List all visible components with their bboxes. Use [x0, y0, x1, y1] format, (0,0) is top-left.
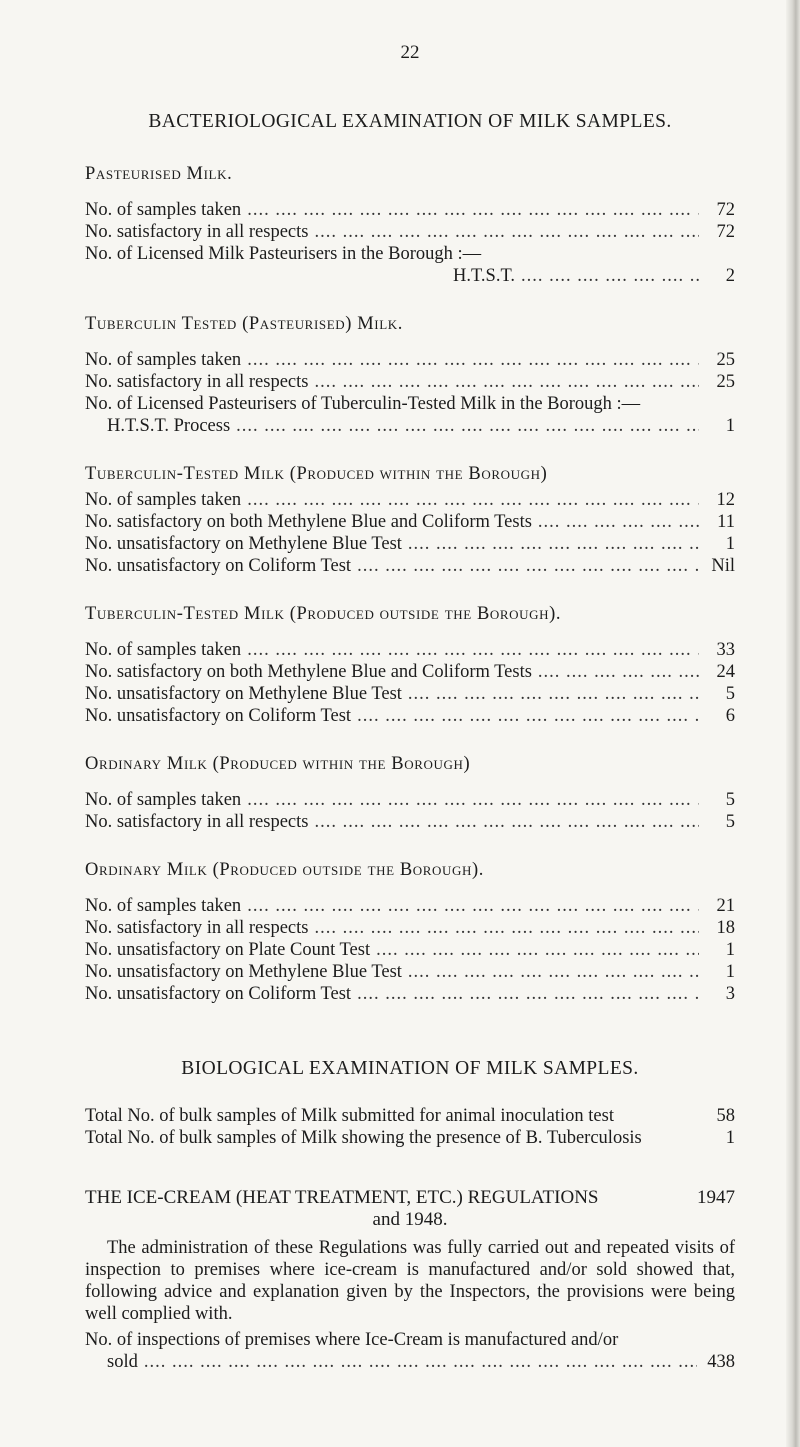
row-label: H.T.S.T. Process: [107, 416, 231, 436]
ordinary-outside-title: Ordinary Milk (Produced outside the Borough).: [85, 860, 484, 880]
row-value: 72: [716, 200, 735, 220]
table-row: [85, 349, 735, 371]
table-row: [85, 705, 735, 727]
tt-pasteurisers-label: No. of Licensed Pasteurisers of Tuberculin-Tested Milk in the Borough :—: [85, 394, 641, 414]
table-row: [85, 811, 735, 833]
row-label: No. unsatisfactory on Methylene Blue Test: [85, 534, 402, 554]
ice-cream-title-line2: and 1948.: [372, 1209, 448, 1230]
table-row: [85, 983, 735, 1005]
ice-cream-heading: [85, 1187, 735, 1231]
table-row: [107, 1351, 735, 1373]
tt-pasteurised-title: Tuberculin Tested (Pasteurised) Milk.: [85, 314, 403, 334]
table-row: [85, 917, 735, 939]
inspections-label: No. of inspections of premises where Ice-Cream is manufactured and/or: [85, 1330, 619, 1350]
row-value: 438: [707, 1352, 735, 1372]
pasteurised-title: Pasteurised Milk.: [85, 164, 233, 184]
table-row: [107, 415, 735, 437]
page-number: 22: [400, 42, 420, 63]
row-value: Nil: [711, 556, 735, 576]
biological-heading: BIOLOGICAL EXAMINATION OF MILK SAMPLES.: [181, 1058, 639, 1079]
row-label: H.T.S.T.: [453, 266, 516, 286]
row-label: No. satisfactory in all respects: [85, 372, 309, 392]
table-row: [85, 555, 735, 577]
row-label: No. of samples taken: [85, 640, 242, 660]
row-value: 24: [716, 662, 735, 682]
row-label: Total No. of bulk samples of Milk showing the presence of B. Tuberculosis: [85, 1128, 642, 1148]
row-value: 1: [725, 534, 735, 554]
row-label: No. satisfactory in all respects: [85, 812, 309, 832]
ice-cream-year: 1947: [697, 1187, 735, 1208]
ice-cream-paragraph: The administration of these Regulations was fully carried out and repeated visits of inspection to premises where ice-cream is manufactured and/or sold showed that, following advice and explanation given by the Inspectors, the provisions were being well complied with.: [85, 1238, 735, 1324]
table-row: [85, 371, 735, 393]
tt-within-title: Tuberculin-Tested Milk (Produced within the Borough): [85, 464, 548, 484]
table-row: [85, 1127, 735, 1149]
ice-cream-title: THE ICE-CREAM (HEAT TREATMENT, ETC.) REGULATIONS: [85, 1187, 599, 1208]
row-label: No. unsatisfactory on Coliform Test: [85, 706, 352, 726]
row-label: No. of samples taken: [85, 350, 242, 370]
table-row: [85, 511, 735, 533]
row-value: 33: [716, 640, 735, 660]
page-edge-shadow: [786, 0, 800, 1447]
table-row: [85, 533, 735, 555]
row-value: 12: [716, 490, 735, 510]
document-page: [80, 0, 740, 1447]
row-value: 3: [725, 984, 735, 1004]
table-row: [85, 895, 735, 917]
row-value: 5: [725, 684, 735, 704]
row-label: No. of samples taken: [85, 200, 242, 220]
row-value: 25: [716, 350, 735, 370]
row-value: 1: [725, 940, 735, 960]
table-row: [85, 199, 735, 221]
row-label: No. satisfactory on both Methylene Blue and Coliform Tests: [85, 662, 532, 682]
row-value: 25: [716, 372, 735, 392]
table-row: [85, 1105, 735, 1127]
row-value: 1: [725, 416, 735, 436]
tt-outside-title: Tuberculin-Tested Milk (Produced outside the Borough).: [85, 604, 562, 624]
row-value: 1: [725, 962, 735, 982]
ordinary-within-title: Ordinary Milk (Produced within the Borough): [85, 754, 471, 774]
row-value: 1: [725, 1128, 735, 1148]
table-row: [85, 489, 735, 511]
table-row: [85, 639, 735, 661]
table-row: [85, 939, 735, 961]
pasteurisers-label: No. of Licensed Milk Pasteurisers in the Borough :—: [85, 244, 482, 264]
row-label: No. unsatisfactory on Methylene Blue Test: [85, 962, 402, 982]
row-value: 5: [725, 790, 735, 810]
row-value: 11: [717, 512, 735, 532]
row-value: 18: [716, 918, 735, 938]
table-row: [85, 789, 735, 811]
row-value: 2: [725, 266, 735, 286]
row-label: Total No. of bulk samples of Milk submitted for animal inoculation test: [85, 1106, 614, 1126]
table-row: [453, 265, 735, 287]
table-row: [85, 221, 735, 243]
row-label: No. unsatisfactory on Coliform Test: [85, 556, 352, 576]
row-label: No. satisfactory in all respects: [85, 918, 309, 938]
row-label: No. satisfactory on both Methylene Blue and Coliform Tests: [85, 512, 532, 532]
row-label: No. satisfactory in all respects: [85, 222, 309, 242]
row-label: No. unsatisfactory on Plate Count Test: [85, 940, 371, 960]
row-value: 58: [716, 1106, 735, 1126]
row-value: 72: [716, 222, 735, 242]
row-value: 21: [716, 896, 735, 916]
row-label: No. of samples taken: [85, 490, 242, 510]
row-label: No. unsatisfactory on Methylene Blue Test: [85, 684, 402, 704]
table-row: [85, 961, 735, 983]
row-label: No. of samples taken: [85, 790, 242, 810]
table-row: [85, 683, 735, 705]
row-value: 6: [725, 706, 735, 726]
row-label: No. unsatisfactory on Coliform Test: [85, 984, 352, 1004]
row-label: sold: [107, 1352, 138, 1372]
row-label: No. of samples taken: [85, 896, 242, 916]
row-value: 5: [725, 812, 735, 832]
bacteriological-heading: BACTERIOLOGICAL EXAMINATION OF MILK SAMPLES.: [148, 111, 672, 132]
table-row: [85, 661, 735, 683]
